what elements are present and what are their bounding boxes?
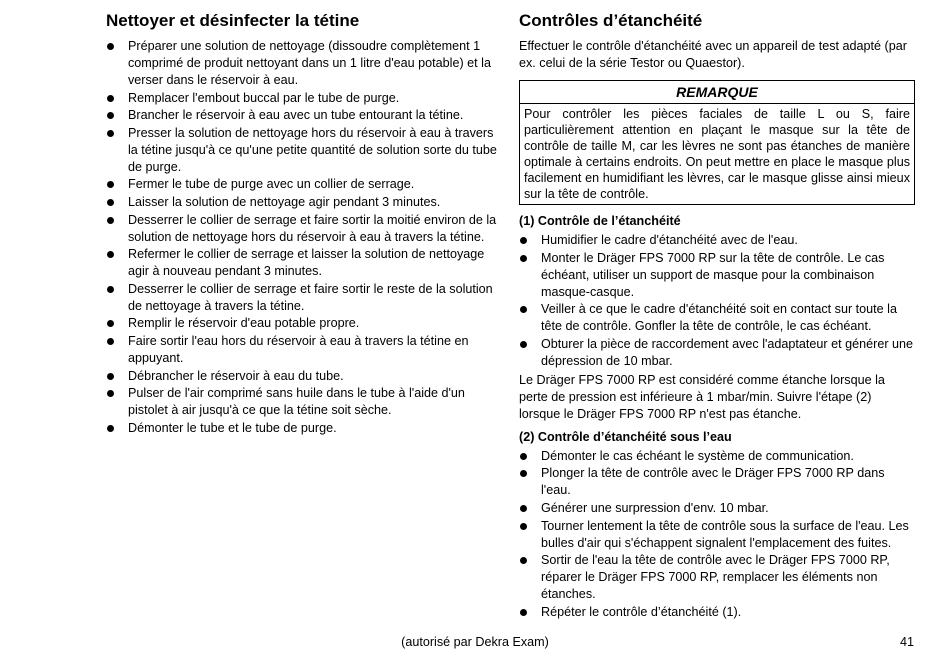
note-title: REMARQUE [520,81,914,104]
list-item: Remplir le réservoir d'eau potable propre. [106,315,500,332]
list-item: Démonter le cas échéant le système de communication. [519,448,915,465]
list-item: Monter le Dräger FPS 7000 RP sur la tête de contrôle. Le cas échéant, utiliser un support de masque pour la combinaison masque-casque. [519,250,915,301]
list-item: Brancher le réservoir à eau avec un tube entourant la tétine. [106,107,500,124]
list-item: Générer une surpression d'env. 10 mbar. [519,500,915,517]
section1-paragraph: Le Dräger FPS 7000 RP est considéré comme étanche lorsque la perte de pression est inférieure à 1 mbar/min. Suivre l'étape (2) lorsque le Dräger FPS 7000 RP n'est pas étanche. [519,372,885,421]
note-text: Pour contrôler les pièces faciales de taille L ou S, faire particulièrement attention en plaçant le masque sur la tête de contrôle de taille M, car les lèvres ne sont pas étanches de manière optimale à certains endroits. On peut mettre en place le masque plus facilement en humidifiant les lèvres, car le masque glisse ainsi mieux sur la tête de contrôle. [524,107,910,201]
left-column [106,10,500,437]
section2-list [519,448,915,621]
list-item: Démonter le tube et le tube de purge. [106,420,500,437]
section1-list [519,232,915,370]
list-item: Tourner lentement la tête de contrôle sous la surface de l'eau. Les bulles d'air qui s'échappent signalent l'emplacement des fuites. [519,518,915,552]
note-box [519,80,915,205]
list-item: Pulser de l'air comprimé sans huile dans le tube à l'aide d'un pistolet à air jusqu'à ce que la tétine soit sèche. [106,385,500,419]
footer-approval-text: (autorisé par Dekra Exam) [401,635,549,649]
list-item: Remplacer l'embout buccal par le tube de purge. [106,90,500,107]
section2-heading: (2) Contrôle d’étanchéité sous l’eau [519,429,732,444]
list-item: Veiller à ce que le cadre d'étanchéité soit en contact sur toute la tête de contrôle. Gonfler la tête de contrôle, le cas échéant. [519,301,915,335]
list-item: Plonger la tête de contrôle avec le Dräger FPS 7000 RP dans l'eau. [519,465,915,499]
list-item: Laisser la solution de nettoyage agir pendant 3 minutes. [106,194,500,211]
cleaning-steps-list [106,38,500,437]
list-item: Obturer la pièce de raccordement avec l'adaptateur et générer une dépression de 10 mbar. [519,336,915,370]
list-item: Desserrer le collier de serrage et faire sortir le reste de la solution de nettoyage à travers la tétine. [106,281,500,315]
list-item: Préparer une solution de nettoyage (dissoudre complètement 1 comprimé de produit nettoyant dans un 1 litre d'eau potable) et la verser dans le réservoir à eau. [106,38,500,89]
right-column [519,10,915,621]
intro-paragraph: Effectuer le contrôle d'étanchéité avec un appareil de test adapté (par ex. celui de la série Testor ou Quaestor). [519,39,907,70]
list-item: Desserrer le collier de serrage et faire sortir la moitié environ de la solution de nettoyage hors du réservoir à eau à travers la tétine. [106,212,500,246]
list-item: Fermer le tube de purge avec un collier de serrage. [106,176,500,193]
list-item: Refermer le collier de serrage et laisser la solution de nettoyage agir à nouveau pendant 3 minutes. [106,246,500,280]
section1-heading: (1) Contrôle de l’étanchéité [519,214,681,228]
list-item: Débrancher le réservoir à eau du tube. [106,368,500,385]
list-item: Humidifier le cadre d'étanchéité avec de l'eau. [519,232,915,249]
list-item: Presser la solution de nettoyage hors du réservoir à eau à travers la tétine jusqu'à ce qu'une petite quantité de solution sorte du tube de purge. [106,125,500,176]
list-item: Répéter le contrôle d’étanchéité (1). [519,604,915,621]
leak-test-section-title: Contrôles d’étanchéité [519,11,703,30]
page-number: 41 [899,635,914,649]
list-item: Sortir de l'eau la tête de contrôle avec le Dräger FPS 7000 RP, réparer le Dräger FPS 7000 RP, remplacer les éléments non étanches. [519,552,915,603]
list-item: Faire sortir l'eau hors du réservoir à eau à travers la tétine en appuyant. [106,333,500,367]
cleaning-section-title: Nettoyer et désinfecter la tétine [106,11,360,30]
